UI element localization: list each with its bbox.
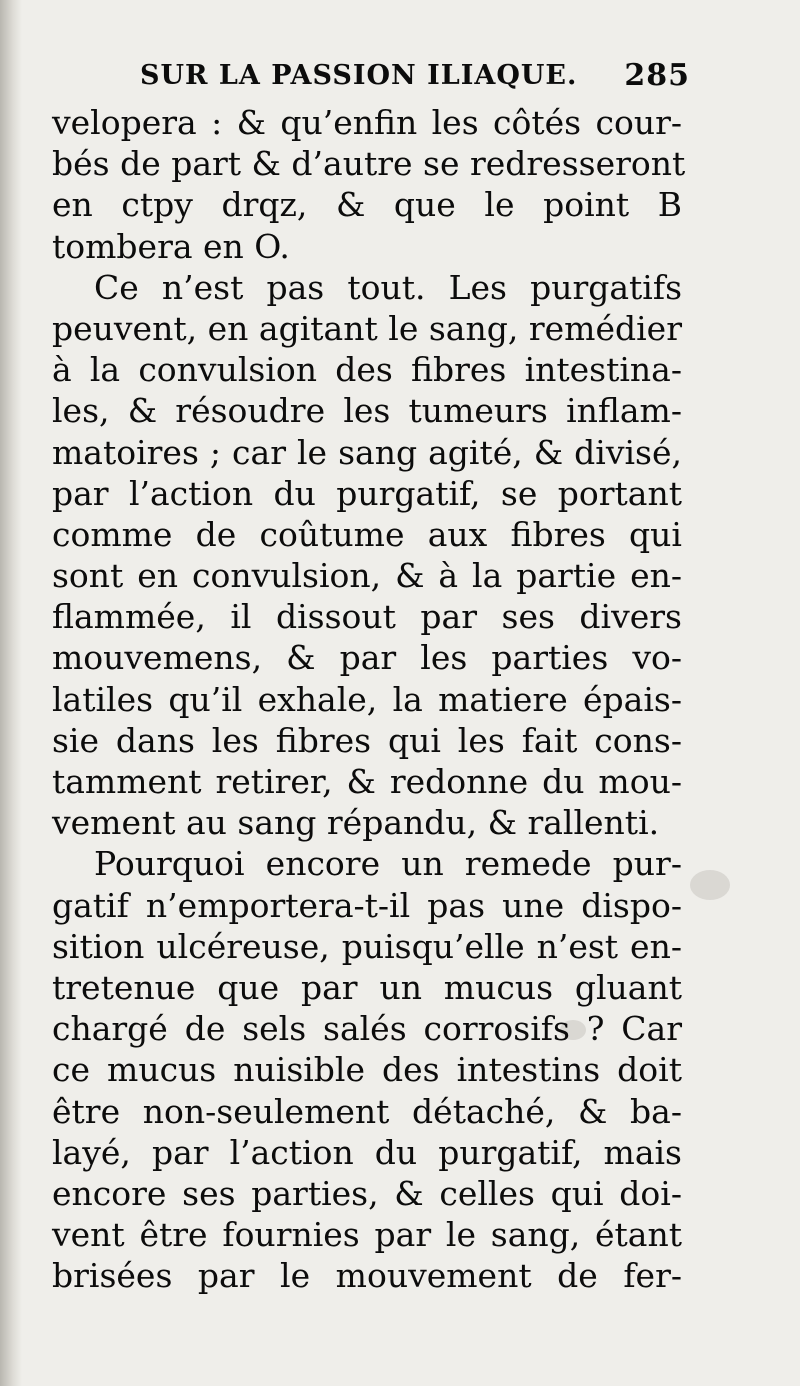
text-line: à la convulsion des fibres intestina-: [52, 350, 682, 390]
text-line: peuvent, en agitant le sang, remédier: [52, 308, 682, 348]
text-line: tretenue que par un mucus gluant: [52, 967, 682, 1007]
paragraph-start-line: Ce n’est pas tout. Les purgatifs: [94, 267, 682, 307]
page-number: 285: [624, 58, 690, 93]
text-line: sont en convulsion, & à la partie en-: [52, 556, 682, 596]
text-line: vent être fournies par le sang, étant: [52, 1215, 682, 1255]
page-gutter-shadow: [0, 0, 22, 1386]
text-line: tombera en O.: [52, 226, 290, 266]
text-line: gatif n’emportera-t-il pas une dispo-: [52, 885, 682, 925]
text-line: chargé de sels salés corrosifs ? Car: [52, 1009, 682, 1049]
text-line: latiles qu’il exhale, la matiere épais-: [52, 679, 682, 719]
text-line: velopera : & qu’enfin les côtés cour-: [52, 103, 682, 142]
text-line: ce mucus nuisible des intestins doit: [52, 1050, 682, 1090]
text-line: mouvemens, & par les parties vo-: [52, 638, 682, 678]
text-line: layé, par l’action du purgatif, mais: [52, 1132, 682, 1172]
text-block: [52, 58, 690, 1296]
text-line: les, & résoudre les tumeurs inflam-: [52, 391, 682, 431]
running-title: SUR LA PASSION ILIAQUE.: [140, 60, 578, 91]
text-line: en ctpy drqz, & que le point B: [52, 185, 682, 225]
text-line: brisées par le mouvement de fer-: [52, 1256, 682, 1296]
text-line: comme de coûtume aux fibres qui: [52, 514, 682, 554]
text-line: flammée, il dissout par ses divers: [52, 597, 682, 637]
text-line: tamment retirer, & redonne du mou-: [52, 762, 682, 801]
text-line: vement au sang répandu, & rallenti.: [52, 803, 660, 843]
text-line: bés de part & d’autre se redresseront: [52, 144, 686, 184]
text-line: matoires ; car le sang agité, & divisé,: [52, 432, 682, 472]
text-line: sie dans les fibres qui les fait cons-: [52, 720, 682, 760]
paper-stain: [690, 870, 730, 900]
running-header: [52, 58, 690, 102]
paragraph-start-line: Pourquoi encore un remede pur-: [94, 844, 682, 884]
text-line: sition ulcéreuse, puisqu’elle n’est en-: [52, 926, 682, 966]
text-line: par l’action du purgatif, se portant: [52, 473, 682, 513]
text-line: être non-seulement détaché, & ba-: [52, 1091, 682, 1131]
text-line: encore ses parties, & celles qui doi-: [52, 1173, 682, 1213]
